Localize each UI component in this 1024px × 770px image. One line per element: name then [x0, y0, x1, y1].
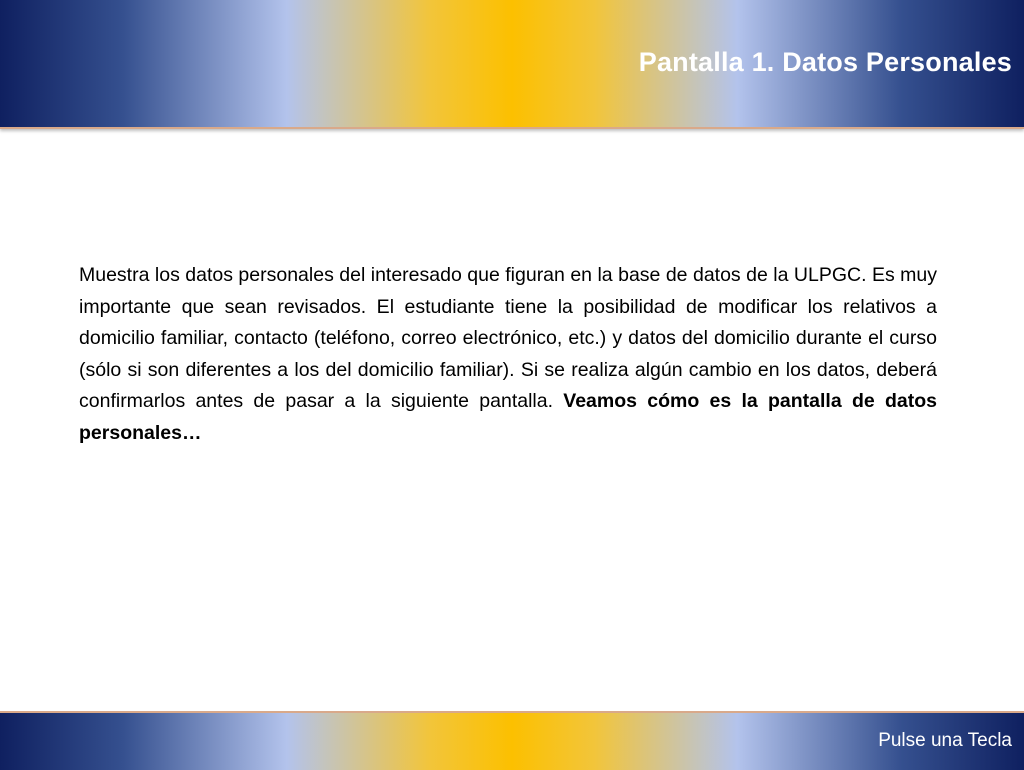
description-text: Muestra los datos personales del interesado que figuran en la base de datos de la ULPGC. Es muy importante que sean revisados. El estudiante tiene la posibilidad de modificar los relativos a domicilio familiar, contacto (teléfono, correo electrónico, etc.) y datos del domicilio durante el curso (sólo si son diferentes a los del domicilio familiar). Si se realiza algún cambio en los datos, deberá confirmarlos antes de pasar a la siguiente pantalla.	[79, 264, 937, 412]
header-banner	[0, 0, 1024, 129]
description-paragraph	[79, 260, 937, 449]
press-key-hint[interactable]: Pulse una Tecla	[878, 730, 1012, 751]
footer-banner	[0, 711, 1024, 770]
description-emphasis: Veamos cómo es la pantalla de datos personales…	[79, 390, 937, 444]
slide-title: Pantalla 1. Datos Personales	[638, 47, 1012, 77]
